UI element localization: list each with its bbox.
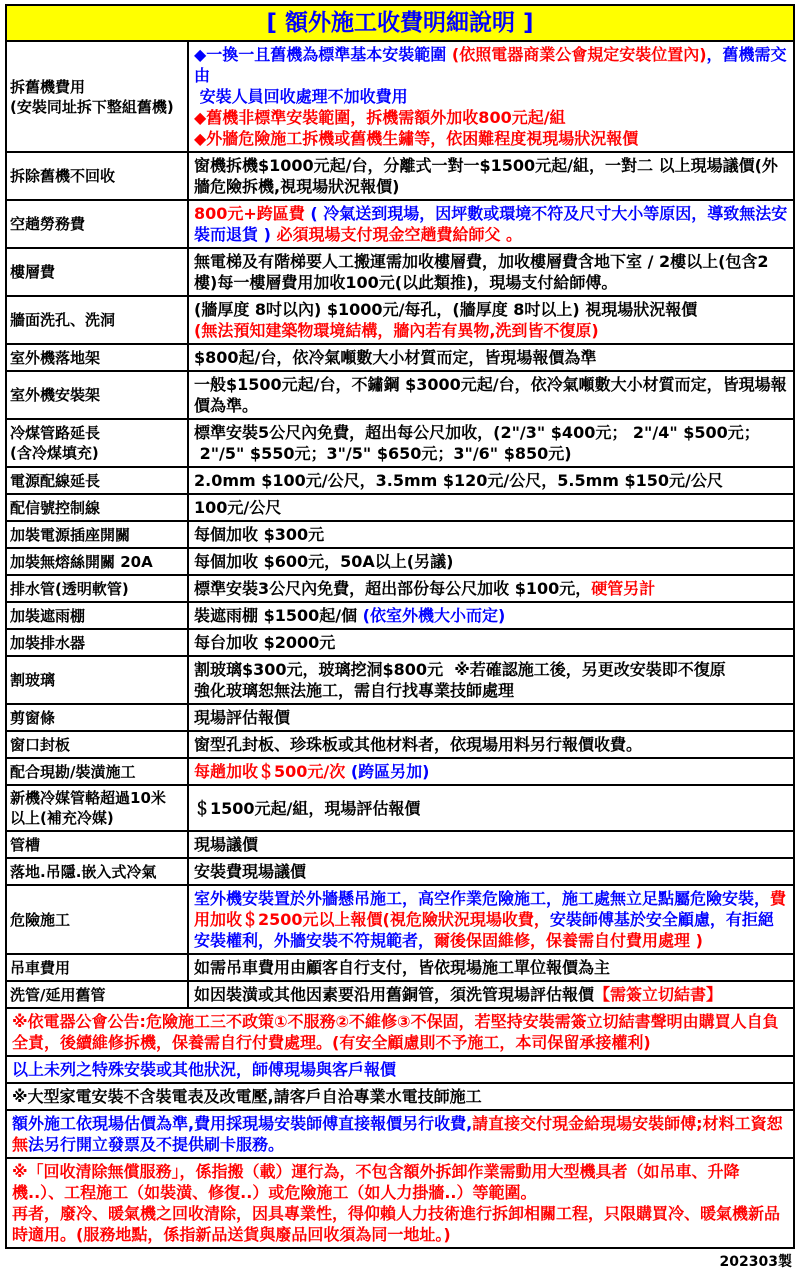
content-line [12, 1161, 789, 1203]
text-segment: 割玻璃$300元，玻璃挖洞$800元 ※若確認施工後，另更改安裝即不復原 [194, 660, 726, 679]
row-label [6, 575, 188, 602]
row-content [188, 954, 794, 981]
row-label [6, 656, 188, 704]
row-content [188, 656, 794, 704]
row-content [188, 371, 794, 419]
row-label [6, 419, 188, 467]
content-line [194, 707, 789, 728]
fee-row [6, 954, 794, 981]
text-segment: 現場議價 [194, 835, 259, 854]
fee-row [6, 831, 794, 858]
row-label-line: 危險施工 [10, 910, 71, 929]
row-content [188, 494, 794, 521]
row-label [6, 981, 188, 1008]
content-line [194, 984, 789, 1005]
fee-row [6, 419, 794, 467]
row-label [6, 785, 188, 831]
row-label [6, 885, 188, 954]
row-content [188, 548, 794, 575]
row-label [6, 467, 188, 494]
row-content [188, 629, 794, 656]
row-content [188, 467, 794, 494]
text-segment: 標準安裝3公尺內免費，超出部份每公尺加收 $100元， [194, 579, 592, 598]
row-label-line: 落地.吊隱.嵌入式冷氣 [10, 862, 157, 881]
content-line [194, 251, 789, 293]
text-segment: ◆舊機非標準安裝範圍，拆機需額外加收800元起/組 [194, 108, 566, 127]
row-label-line: 空趟勞務費 [10, 215, 86, 233]
row-label-line: 以上(補充冷媒) [10, 809, 114, 827]
row-content [188, 152, 794, 200]
text-segment: ，舊機需交由 [194, 45, 787, 85]
text-segment: 安裝師傅基於安全顧慮，有拒絕安裝權利，外牆安裝不符規範者， [194, 910, 774, 950]
content-line [194, 203, 789, 245]
row-label-line: 冷煤管路延長 [10, 424, 101, 442]
fee-row [6, 731, 794, 758]
row-label-line: 新機冷媒管輅超過10米 [10, 789, 166, 807]
content-line [194, 761, 789, 782]
fee-row [6, 1158, 794, 1248]
fee-row [6, 494, 794, 521]
fee-row [6, 548, 794, 575]
content-line [194, 861, 789, 882]
text-segment: 一般$1500元起/台，不鏽鋼 $3000元起/台，依冷氣噸數大小材質而定，皆現場報價為準。 [194, 375, 787, 415]
row-label-line: 排水管(透明軟管) [10, 579, 129, 598]
text-segment: 2.0mm $100元/公尺，3.5mm $120元/公尺，5.5mm $150元/公尺 [194, 471, 723, 490]
content-line [194, 798, 789, 819]
fee-row [6, 885, 794, 954]
row-label-line: 加裝電源插座開關 [10, 525, 131, 544]
row-label-line: 配合現勘/裝潢施工 [10, 762, 136, 781]
fee-row [6, 575, 794, 602]
content-line [12, 1011, 789, 1053]
content-line [194, 680, 789, 701]
text-segment: 室外機安裝置於外牆懸吊施工，高空作業危險施工，施工處無立足點屬危險安裝， [194, 889, 771, 908]
row-content [6, 1056, 794, 1083]
row-content [188, 344, 794, 371]
text-segment: 每趟加收＄500元/次 [194, 762, 351, 781]
fee-row [6, 1008, 794, 1056]
row-content [188, 248, 794, 296]
sheet-title: [ 額外施工收費明細說明 ] [6, 5, 794, 41]
text-segment: 100元/公尺 [194, 498, 282, 517]
text-segment: 強化玻璃恕無法施工，需自行找專業技師處理 [194, 681, 515, 700]
content-line [194, 834, 789, 855]
text-segment: ※依電器公會公告:危險施工三不政策①不服務②不維修③不保固，若堅持安裝需簽立切結書聲明由購買人自負全責，後續維修拆機，保養需自行付費處理。(有安全顧慮則不予施工，本司保留承接權利) [12, 1012, 779, 1052]
text-segment: 爾後保固維修，保養需自付費用處理 ) [434, 931, 703, 950]
content-line [194, 734, 789, 755]
text-segment: 無電梯及有階梯要人工搬運需加收樓層費，加收樓層費含地下室 / 2樓以上(包含2樓)每一樓層費用加收100元(以此類推)，現場支付給師傅。 [194, 252, 769, 292]
text-segment: 安裝人員回收處理不加收費用 [194, 87, 408, 106]
text-segment: $800起/台，依冷氣噸數大小材質而定，皆現場報價為準 [194, 348, 597, 367]
row-label-line: 窗口封板 [10, 735, 71, 754]
row-label [6, 296, 188, 344]
row-content [188, 521, 794, 548]
row-content [188, 731, 794, 758]
row-label-line: 室外機安裝架 [10, 386, 101, 404]
row-label [6, 200, 188, 248]
row-content [188, 41, 794, 152]
content-line [194, 605, 789, 626]
row-label-line: 樓層費 [10, 263, 56, 281]
text-segment: 【需簽立切結書】 [594, 985, 723, 1004]
text-segment: 再者，廢冷、暖氣機之回收清除，因具專業性，得仰賴人力技術進行拆卸相關工程，只限購買冷、暖氣機新品時適用。(服務地點，係指新品送貨與廢品回收須為同一地址。) [12, 1204, 781, 1244]
row-label [6, 152, 188, 200]
fee-row [6, 629, 794, 656]
row-label-line: 割玻璃 [10, 671, 56, 689]
row-content [188, 758, 794, 785]
fee-row [6, 858, 794, 885]
content-line [194, 578, 789, 599]
text-segment: 如因裝潢或其他因素要沿用舊銅管，須洗管現場評估報價 [194, 985, 595, 1004]
content-line [194, 44, 789, 86]
row-label [6, 954, 188, 981]
fee-row [6, 371, 794, 419]
text-segment: (無法預知建築物環境結構，牆內若有異物,洗到皆不復原) [194, 321, 599, 340]
fee-row [6, 704, 794, 731]
row-label-line: 加裝遮雨棚 [10, 606, 86, 625]
text-segment: (牆厚度 8吋以內) $1000元/每孔，(牆厚度 8吋以上) 視現場狀況報價 [194, 300, 698, 319]
row-label [6, 704, 188, 731]
text-segment: ＄1500元起/組，現場評估報價 [194, 798, 421, 818]
row-label-line: 室外機落地架 [10, 348, 101, 367]
row-label [6, 344, 188, 371]
row-label-line: 剪窗條 [10, 708, 56, 727]
fee-table-body [6, 41, 794, 1248]
row-label [6, 731, 188, 758]
text-segment: ※大型家電安裝不含裝電表及改電壓,請客戶自洽專業水電技師施工 [12, 1087, 482, 1106]
row-label [6, 41, 188, 152]
row-label [6, 758, 188, 785]
fee-table [5, 4, 795, 1249]
fee-row [6, 521, 794, 548]
content-line [194, 888, 789, 951]
title-row [6, 5, 794, 41]
fee-row [6, 656, 794, 704]
content-line [194, 347, 789, 368]
text-segment: 裝遮雨棚 $1500起/個 [194, 606, 363, 625]
row-label-line: 加裝無熔絲開關 20A [10, 552, 153, 571]
content-line [194, 470, 789, 491]
row-label-line: 電源配線延長 [10, 471, 101, 490]
text-segment: 窗型孔封板、珍珠板或其他材料者，依現場用料另行報價收費。 [194, 735, 643, 754]
fee-row [6, 1083, 794, 1110]
row-label-line: 配信號控制線 [10, 498, 101, 517]
content-line [194, 524, 789, 545]
row-label-line: (含冷煤填充) [10, 444, 99, 462]
content-line [194, 659, 789, 680]
text-segment: 每台加收 $2000元 [194, 633, 336, 652]
row-content [188, 858, 794, 885]
fee-row [6, 1056, 794, 1083]
row-label-line: 加裝排水器 [10, 633, 86, 652]
row-label-line: 拆舊機費用 [10, 77, 86, 96]
row-label [6, 248, 188, 296]
text-segment: 2"/5" $550元；3"/5" $650元；3"/6" $850元) [194, 444, 572, 463]
row-content [188, 200, 794, 248]
row-label-line: 牆面洗孔、洗洞 [10, 311, 116, 329]
text-segment: 安裝費現場議價 [194, 862, 307, 881]
text-segment: 現場評估報價 [194, 708, 291, 727]
row-content [188, 296, 794, 344]
row-content [6, 1083, 794, 1110]
text-segment: 如需吊車費用由顧客自行支付，皆依現場施工單位報價為主 [194, 958, 611, 977]
row-content [6, 1110, 794, 1158]
text-segment: 額外施工依現場估價為準,費用採現場安裝師傅直接報價另行收費, [12, 1114, 473, 1133]
text-segment: 800元+跨區費 [194, 204, 311, 223]
content-line [194, 957, 789, 978]
text-segment: ※「回收清除無償服務」，係指搬（載）運行為，不包含額外拆卸作業需動用大型機具者（如吊車、升降機..）、工程施工（如裝潢、修復..）或危險施工（如人力掛牆..）等範圍。 [12, 1162, 740, 1202]
fee-row [6, 344, 794, 371]
text-segment: 每個加收 $600元，50A以上(另議) [194, 552, 454, 571]
content-line [194, 320, 789, 341]
content-line [12, 1059, 789, 1080]
content-line [194, 107, 789, 128]
text-segment: 窗機拆機$1000元起/台，分離式一對一$1500元起/組，一對二 以上現場議價(外牆危險拆機,視現場狀況報價) [194, 156, 778, 196]
version-label: 202303製 [719, 1254, 792, 1270]
fee-row [6, 1110, 794, 1158]
fee-row [6, 152, 794, 200]
row-content [188, 981, 794, 1008]
row-label [6, 602, 188, 629]
text-segment: (跨區另加) [350, 762, 430, 781]
text-segment: 費用加收＄2500元以上報價(視危險狀況現場收費， [194, 889, 787, 929]
content-line [194, 422, 789, 443]
content-line [12, 1086, 789, 1107]
text-segment: ◆外牆危險施工拆機或舊機生鏽等，依困難程度視現場狀況報價 [194, 129, 639, 148]
content-line [12, 1203, 789, 1245]
row-content [6, 1008, 794, 1056]
row-content [188, 575, 794, 602]
row-content [188, 831, 794, 858]
content-line [194, 374, 789, 416]
text-segment: ◆一換一且舊機為標準基本安裝範圍 [194, 45, 452, 64]
text-segment: 硬管另計 [591, 579, 656, 598]
row-label-line: 拆除舊機不回收 [10, 167, 116, 185]
fee-row [6, 248, 794, 296]
content-line [194, 497, 789, 518]
text-segment: 請直接交付現金給現場安裝師傅;材料工資恕無 [12, 1114, 783, 1154]
row-label-line: 管槽 [10, 835, 41, 854]
row-content [188, 704, 794, 731]
row-content [188, 419, 794, 467]
text-segment: (依室外機大小而定) [362, 606, 506, 625]
text-segment: 必須現場支付現金空趟費給師父 。 [276, 225, 523, 244]
content-line [194, 128, 789, 149]
fee-row [6, 467, 794, 494]
content-line [194, 155, 789, 197]
fee-row [6, 981, 794, 1008]
text-segment: ( 冷氣送到現場，因坪數或環境不符及尺寸大小等原因，導致無法安裝而退貨 ) [194, 204, 788, 244]
content-line [194, 86, 789, 107]
text-segment: (依照電器商業公會規定安裝位置內) [451, 45, 707, 64]
row-label-line: (安裝同址拆下整組舊機) [10, 97, 174, 116]
row-content [188, 885, 794, 954]
row-label [6, 858, 188, 885]
fee-row [6, 758, 794, 785]
row-label [6, 548, 188, 575]
row-content [6, 1158, 794, 1248]
row-content [188, 785, 794, 831]
row-label [6, 494, 188, 521]
row-label-line: 吊車費用 [10, 958, 71, 977]
row-label [6, 371, 188, 419]
content-line [194, 443, 789, 464]
content-line [194, 551, 789, 572]
fee-row [6, 296, 794, 344]
content-line [194, 299, 789, 320]
content-line [12, 1113, 789, 1155]
text-segment: 法另行開立發票及不提供刷卡服務。 [28, 1135, 285, 1154]
row-label [6, 831, 188, 858]
fee-row [6, 41, 794, 152]
row-label [6, 521, 188, 548]
row-content [188, 602, 794, 629]
row-label-line: 洗管/延用舊管 [10, 985, 106, 1004]
text-segment: 標準安裝5公尺內免費，超出每公尺加收，(2"/3" $400元； 2"/4" $500元； [194, 423, 760, 442]
row-label [6, 629, 188, 656]
fee-row [6, 602, 794, 629]
content-line [194, 632, 789, 653]
fee-row [6, 785, 794, 831]
text-segment: 每個加收 $300元 [194, 525, 325, 544]
fee-row [6, 200, 794, 248]
text-segment: 以上未列之特殊安裝或其他狀況，師傅現場與客戶報價 [12, 1060, 397, 1079]
